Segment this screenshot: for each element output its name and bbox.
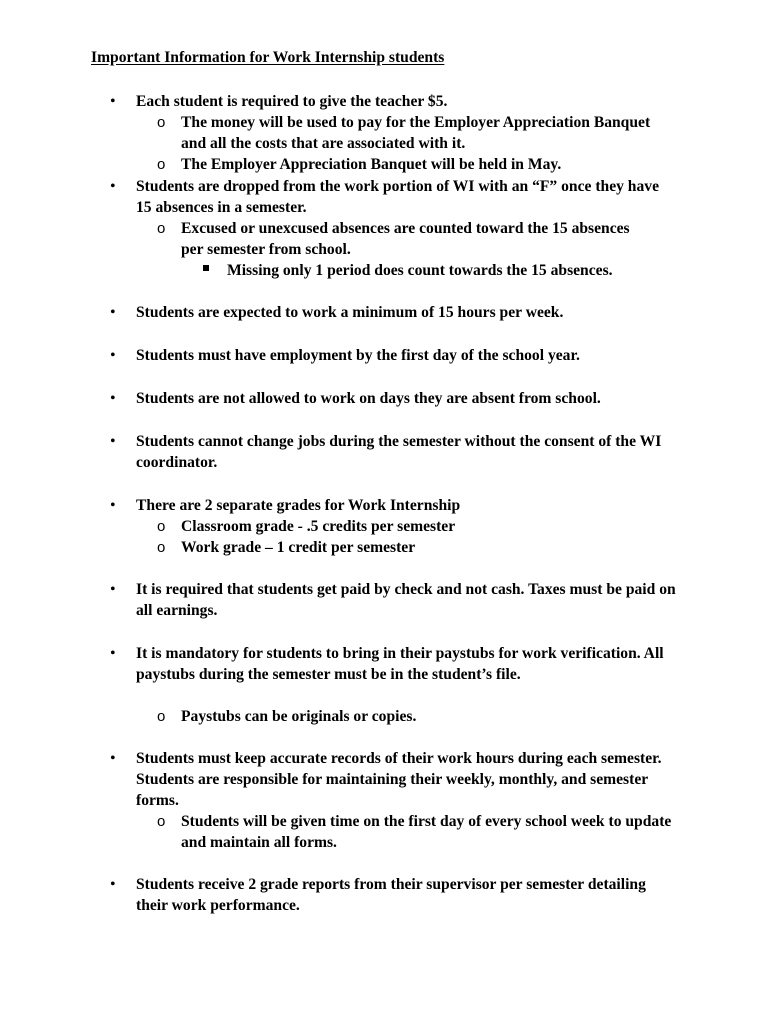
sub-sub-list-item bbox=[227, 260, 707, 281]
bullet-icon: • bbox=[110, 433, 116, 450]
list-item bbox=[110, 579, 681, 621]
sub-list-item bbox=[157, 154, 701, 175]
sub-list-item-text: Students will be given time on the first day of every school week to update and maintain all forms. bbox=[181, 813, 672, 851]
bullet-icon: • bbox=[110, 178, 116, 195]
bullet-icon: • bbox=[110, 645, 116, 662]
sub-sub-list-item-text: Missing only 1 period does count towards the 15 absences. bbox=[227, 262, 613, 279]
list-item-text: Students must have employment by the first day of the school year. bbox=[136, 347, 580, 364]
hollow-bullet-icon: o bbox=[157, 220, 166, 237]
sub-list-item bbox=[157, 537, 701, 558]
sub-list-item-text: Paystubs can be originals or copies. bbox=[181, 708, 417, 725]
bullet-icon: • bbox=[110, 390, 116, 407]
list-item bbox=[110, 748, 671, 811]
bullet-icon: • bbox=[110, 750, 116, 767]
sub-list-item-text: Excused or unexcused absences are counted toward the 15 absences per semester from school. bbox=[181, 220, 630, 258]
list-item bbox=[110, 345, 696, 366]
list-item-text: Students are expected to work a minimum of 15 hours per week. bbox=[136, 304, 564, 321]
hollow-bullet-icon: o bbox=[157, 813, 166, 830]
sub-list-item-text: Classroom grade - .5 credits per semester bbox=[181, 518, 456, 535]
hollow-bullet-icon: o bbox=[157, 518, 166, 535]
list-item-text: There are 2 separate grades for Work Internship bbox=[136, 497, 461, 514]
sub-list-item bbox=[157, 218, 636, 260]
sub-list-item-text: The Employer Appreciation Banquet will be held in May. bbox=[181, 156, 562, 173]
sub-list-item bbox=[157, 706, 701, 727]
hollow-bullet-icon: o bbox=[157, 114, 166, 131]
bullet-icon: • bbox=[110, 93, 116, 110]
hollow-bullet-icon: o bbox=[157, 708, 166, 725]
bullet-icon: • bbox=[110, 876, 116, 893]
sub-list-item bbox=[157, 112, 661, 154]
sub-list-item-text: Work grade – 1 credit per semester bbox=[181, 539, 416, 556]
list-item-text: It is required that students get paid by check and not cash. Taxes must be paid on all earnings. bbox=[136, 581, 676, 619]
list-item-text: Students must keep accurate records of their work hours during each semester. Students are responsible for maintaining their weekly, monthly, and semester forms. bbox=[136, 750, 662, 809]
document-title: Important Information for Work Internship students bbox=[91, 49, 445, 66]
bullet-icon: • bbox=[110, 304, 116, 321]
bullet-icon: • bbox=[110, 581, 116, 598]
sub-list-item-text: The money will be used to pay for the Employer Appreciation Banquet and all the costs that are associated with it. bbox=[181, 114, 651, 152]
square-bullet-icon bbox=[203, 265, 209, 271]
hollow-bullet-icon: o bbox=[157, 156, 166, 173]
list-item bbox=[110, 495, 696, 516]
list-item bbox=[110, 874, 656, 916]
list-item bbox=[110, 388, 696, 409]
list-item bbox=[110, 91, 696, 112]
list-item-text: Each student is required to give the teacher $5. bbox=[136, 93, 448, 110]
bullet-icon: • bbox=[110, 347, 116, 364]
list-item-text: Students are dropped from the work portion of WI with an “F” once they have 15 absences in a semester. bbox=[136, 178, 659, 216]
list-item-text: Students receive 2 grade reports from their supervisor per semester detailing their work performance. bbox=[136, 876, 646, 914]
list-item-text: It is mandatory for students to bring in their paystubs for work verification. All paystubs during the semester must be in the student’s file. bbox=[136, 645, 664, 683]
sub-list-item bbox=[157, 516, 701, 537]
list-item-text: Students are not allowed to work on days they are absent from school. bbox=[136, 390, 601, 407]
sub-list-item bbox=[157, 811, 686, 853]
list-item bbox=[110, 176, 671, 218]
list-item bbox=[110, 302, 696, 323]
bullet-icon: • bbox=[110, 497, 116, 514]
list-item bbox=[110, 431, 681, 473]
list-item bbox=[110, 643, 676, 685]
hollow-bullet-icon: o bbox=[157, 539, 166, 556]
list-item-text: Students cannot change jobs during the semester without the consent of the WI coordinator. bbox=[136, 433, 662, 471]
